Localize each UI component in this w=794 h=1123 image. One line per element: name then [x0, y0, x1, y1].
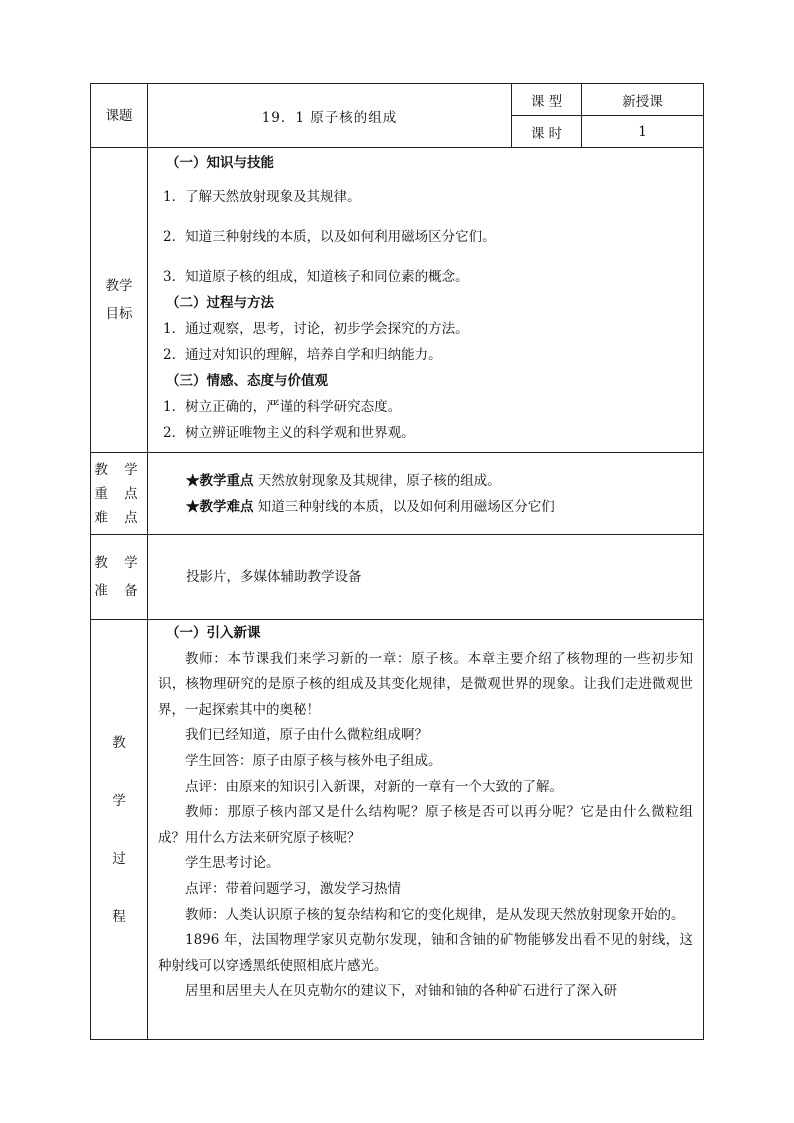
process-paragraph: 学生思考讨论。	[185, 855, 280, 872]
focus-line	[186, 468, 693, 494]
objectives-label-line1: 教学	[105, 278, 133, 294]
process-label-line1: 教	[112, 734, 126, 751]
preparation-label-line2: 准 备	[94, 583, 144, 599]
objectives-label	[91, 148, 148, 453]
objective-item: 1．树立正确的，严谨的科学研究态度。	[163, 399, 402, 415]
process-paragraph: 居里和居里夫人在贝克勒尔的建议下，对铀和铀的各种矿石进行了深入研	[185, 983, 617, 1000]
topic-label: 课题	[91, 84, 148, 148]
process-paragraph: 教师：那原子核内部又是什么结构呢？原子核是否可以再分呢？它是由什么微粒组成？用什么方法来研究原子核呢？	[158, 804, 693, 846]
lesson-title: 19．1 原子核的组成	[148, 84, 512, 148]
keypoints-label	[91, 453, 148, 535]
process-paragraph: 1896 年，法国物理学家贝克勒尔发现，铀和含铀的矿物能够发出看不见的射线，这种射线可以穿透黑纸使照相底片感光。	[158, 932, 693, 974]
objectives-heading-3: （三）情感、态度与价值观	[166, 373, 328, 389]
focus-text: 天然放射现象及其规律，原子核的组成。	[253, 472, 501, 489]
objectives-content	[148, 148, 704, 453]
keypoints-content	[148, 453, 704, 535]
objectives-heading-2: （二）过程与方法	[166, 295, 274, 311]
hours-value: 1	[582, 116, 704, 148]
process-label-line4: 程	[112, 908, 126, 925]
difficulty-line	[186, 494, 693, 520]
difficulty-label: ★教学难点	[186, 498, 254, 515]
difficulty-text: 知道三种射线的本质，以及如何利用磁场区分它们	[253, 498, 555, 515]
process-paragraph: 学生回答：原子由原子核与核外电子组成。	[185, 752, 442, 769]
process-paragraph: 点评：由原来的知识引入新课，对新的一章有一个大致的了解。	[185, 778, 563, 795]
process-paragraph: 我们已经知道，原子由什么微粒组成啊？	[185, 727, 428, 744]
preparation-content	[148, 535, 704, 620]
objective-item: 2．树立辨证唯物主义的科学观和世界观。	[163, 425, 415, 441]
process-label	[91, 620, 148, 1040]
hours-label: 课 时	[512, 116, 582, 148]
keypoints-label-line3: 难 点	[94, 509, 144, 526]
objective-item: 3．知道原子核的组成，知道核子和同位素的概念。	[163, 269, 469, 285]
objective-item: 2．知道三种射线的本质，以及如何利用磁场区分它们。	[163, 229, 496, 245]
keypoints-label-line1: 教 学	[94, 461, 144, 478]
objective-item: 1．通过观察，思考，讨论，初步学会探究的方法。	[163, 321, 469, 337]
preparation-text: 投影片，多媒体辅助教学设备	[186, 569, 362, 585]
objectives-heading-1: （一）知识与技能	[166, 155, 274, 171]
process-paragraph: 教师：本节课我们来学习新的一章：原子核。本章主要介绍了核物理的一些初步知识，核物理研究的是原子核的组成及其变化规律，是微观世界的现象。让我们走进微观世界，一起探索其中的奥秘！	[158, 650, 693, 718]
lesson-plan-table	[90, 83, 704, 1040]
objective-item: 2．通过对知识的理解，培养自学和归纳能力。	[163, 347, 442, 363]
process-label-line3: 过	[112, 850, 126, 867]
process-paragraph: 点评：带着问题学习，激发学习热情	[185, 880, 401, 897]
preparation-label	[91, 535, 148, 620]
preparation-label-line1: 教 学	[94, 555, 144, 571]
process-paragraph: 教师：人类认识原子核的复杂结构和它的变化规律，是从发现天然放射现象开始的。	[185, 906, 685, 923]
objectives-label-line2: 目标	[105, 306, 133, 322]
type-value: 新授课	[582, 84, 704, 116]
process-heading-1: （一）引入新课	[166, 625, 261, 641]
objective-item: 1．了解天然放射现象及其规律。	[163, 189, 361, 205]
type-label: 课 型	[512, 84, 582, 116]
focus-label: ★教学重点	[186, 472, 254, 489]
keypoints-label-line2: 重 点	[94, 485, 144, 502]
process-label-line2: 学	[112, 792, 126, 809]
process-content	[148, 620, 704, 1040]
